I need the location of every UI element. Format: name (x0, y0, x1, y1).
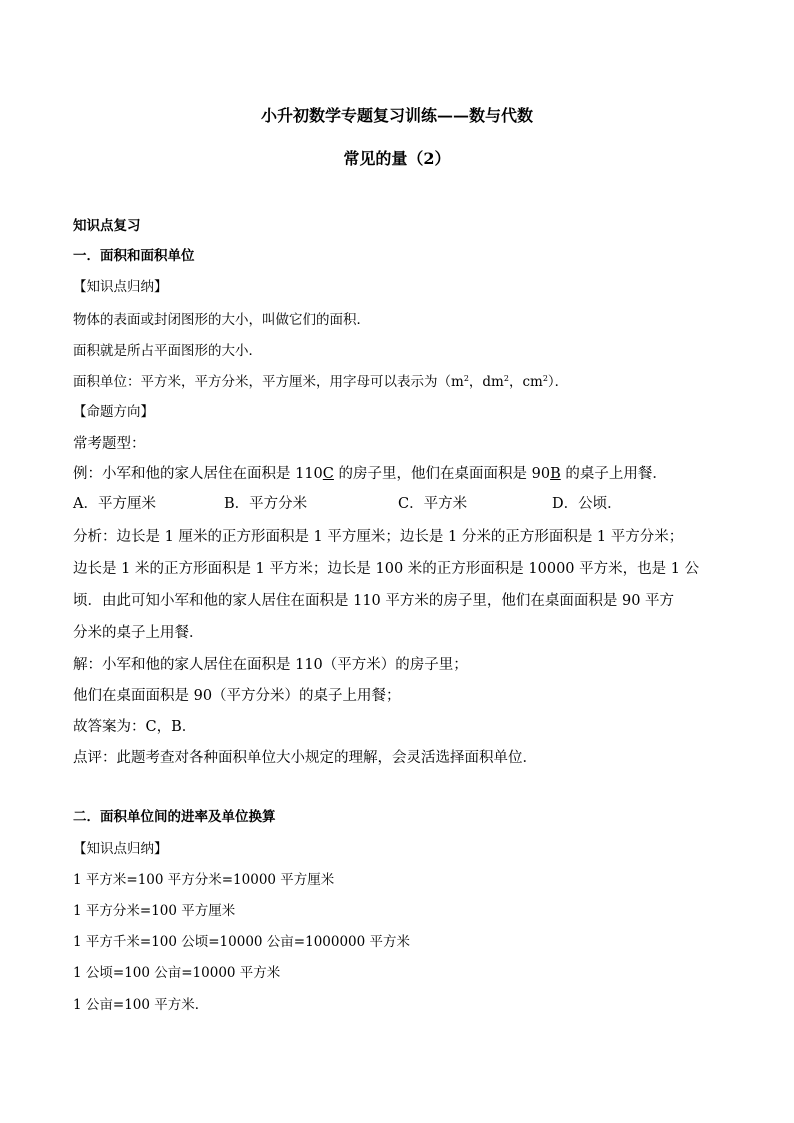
option-d: D．公顷． (552, 496, 622, 512)
option-b: B．平方分米 (224, 496, 308, 512)
section2-heading: 二．面积单位间的进率及单位换算 (73, 809, 276, 825)
conversion-line: 1 平方分米=100 平方厘米 (73, 903, 236, 919)
units-sep-dm: ，dm (468, 374, 504, 390)
units-suffix: ）． (547, 374, 569, 390)
answer-line: 故答案为：C，B． (73, 719, 197, 735)
document-title: 小升初数学专题复习训练——数与代数 (260, 106, 533, 125)
example-answer-blank-1: C (322, 466, 334, 482)
example-answer-blank-2: B (550, 466, 561, 482)
document-subtitle: 常见的量（2） (343, 149, 451, 168)
common-type-label: 常考题型： (73, 436, 146, 452)
units-sep-cm: ，cm (508, 374, 543, 390)
example-part-3: 的桌子上用餐． (560, 466, 667, 482)
conversion-line: 1 公顷=100 公亩=10000 平方米 (73, 965, 281, 981)
units-sup-m: 2 (463, 374, 469, 383)
units-prefix: 面积单位：平方米，平方分米，平方厘米，用字母可以表示为（m (73, 374, 464, 390)
solution-line-2: 他们在桌面面积是 90（平方分米）的桌子上用餐； (73, 688, 401, 704)
units-sup-cm: 2 (542, 374, 548, 383)
analysis-line-1: 分析：边长是 1 厘米的正方形面积是 1 平方厘米；边长是 1 分米的正方形面积是 1 平方分米； (73, 529, 684, 545)
example-question (73, 465, 667, 483)
section2-summary-tag: 【知识点归纳】 (73, 841, 168, 857)
conversion-line: 1 公亩=100 平方米． (73, 997, 209, 1013)
analysis-line-4: 分米的桌子上用餐． (73, 625, 204, 641)
conversion-line: 1 平方米=100 平方分米=10000 平方厘米 (73, 872, 335, 888)
review-heading: 知识点复习 (73, 218, 141, 234)
section1-summary-tag: 【知识点归纳】 (73, 279, 168, 295)
section1-definition-line: 物体的表面或封闭图形的大小，叫做它们的面积． (73, 312, 370, 328)
section1-units-line (73, 373, 568, 391)
example-part-2: 的房子里，他们在桌面面积是 90 (333, 466, 551, 482)
section1-direction-tag: 【命题方向】 (73, 404, 154, 420)
option-c: C．平方米 (398, 496, 468, 512)
example-part-1: 例：小军和他的家人居住在面积是 110 (73, 466, 323, 482)
comment-line: 点评：此题考查对各种面积单位大小规定的理解，会灵活选择面积单位． (73, 750, 537, 766)
section1-definition-line-2: 面积就是所占平面图形的大小． (73, 343, 262, 359)
units-sup-dm: 2 (503, 374, 509, 383)
solution-line-1: 解：小军和他的家人居住在面积是 110（平方米）的房子里； (73, 657, 468, 673)
analysis-line-2: 边长是 1 米的正方形面积是 1 平方米；边长是 100 米的正方形面积是 10000 平方米，也是 1 公 (73, 561, 700, 577)
section1-heading: 一．面积和面积单位 (73, 248, 195, 264)
conversion-line: 1 平方千米=100 公顷=10000 公亩=1000000 平方米 (73, 934, 411, 950)
option-a: A．平方厘米 (73, 496, 156, 512)
analysis-line-3: 顷．由此可知小军和他的家人居住在面积是 110 平方米的房子里，他们在桌面面积是 90 平方 (73, 593, 675, 609)
